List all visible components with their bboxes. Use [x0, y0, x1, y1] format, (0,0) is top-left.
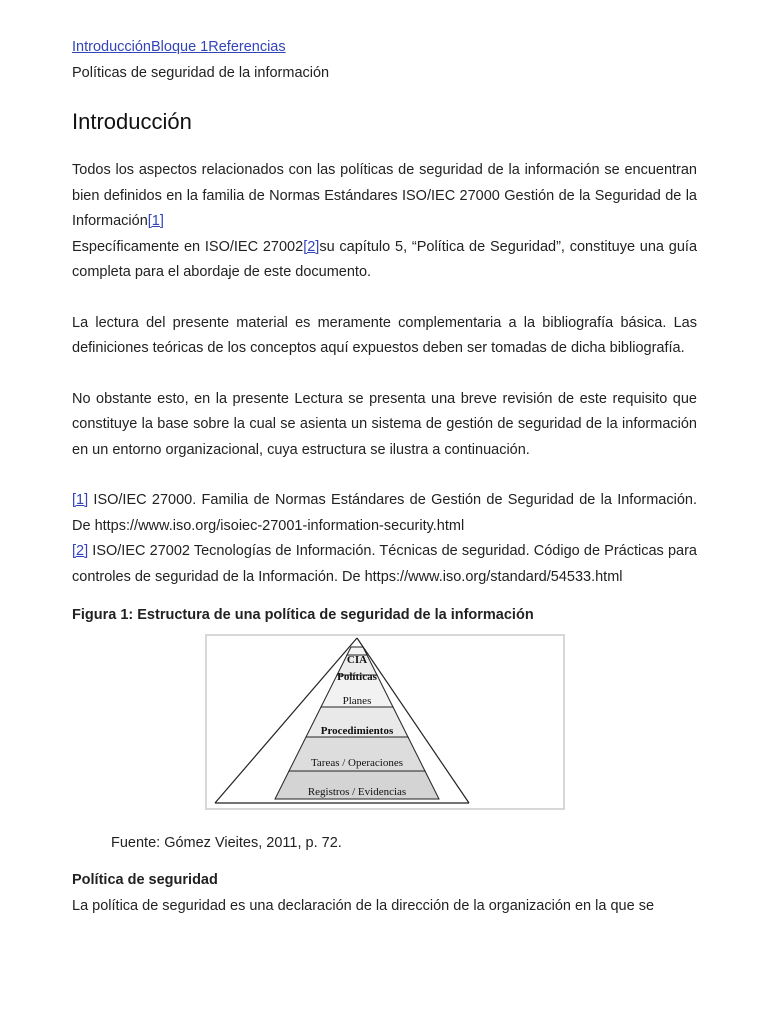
nav-link-introduccion[interactable]: Introducción	[72, 39, 151, 55]
paragraph-iso27002-before: Específicamente en ISO/IEC 27002	[72, 238, 304, 255]
nav-link-referencias[interactable]: Referencias	[208, 39, 286, 55]
page-title: Introducción	[72, 109, 192, 134]
pyramid-label-cia: CIA	[346, 654, 368, 666]
document-page	[72, 36, 697, 917]
footnote-1	[72, 488, 697, 539]
paragraph-intro	[72, 158, 697, 235]
pyramid-diagram	[207, 636, 563, 808]
breadcrumb-nav	[72, 36, 697, 58]
pyramid-label-planes: Planes	[342, 695, 372, 707]
footnote-ref-2[interactable]: [2]	[303, 238, 320, 255]
section-heading: Política de seguridad	[72, 872, 218, 888]
footnote-2-backlink[interactable]: [2]	[72, 543, 89, 559]
footnote-1-backlink[interactable]: [1]	[72, 492, 89, 508]
paragraph-iso27002	[72, 235, 697, 286]
section-paragraph: La política de seguridad es una declaración de la dirección de la organización en la que se	[72, 898, 655, 914]
pyramid-figure	[205, 634, 565, 810]
paragraph-iso27002-after: su capítulo 5, “Política de Seguridad”, constituye una guía completa para el abordaje de este documento.	[72, 238, 698, 280]
figure-source: Fuente: Gómez Vieites, 2011, p. 72.	[111, 835, 342, 851]
figure-caption: Figura 1: Estructura de una política de seguridad de la información	[72, 607, 534, 623]
pyramid-label-politicas: Políticas	[337, 671, 377, 683]
pyramid-label-procedimientos: Procedimientos	[320, 725, 394, 737]
paragraph-lectura: La lectura del presente material es meramente complementaria a la bibliografía básica. Las definiciones teóricas de los conceptos aquí expuestos deben ser tomadas de dicha bibliografía.	[72, 314, 697, 356]
footnote-ref-1[interactable]: [1]	[147, 213, 164, 229]
footnote-2-text: ISO/IEC 27002 Tecnologías de Información. Técnicas de seguridad. Código de Prácticas para controles de seguridad de la Información. De https://www.iso.org/standard/54533.html	[72, 543, 697, 585]
pyramid-label-tareas: Tareas / Operaciones	[310, 757, 404, 769]
footnote-1-text: ISO/IEC 27000. Familia de Normas Estándares de Gestión de Seguridad de la Información. De https://www.iso.org/isoiec-27001-information-security.html	[72, 492, 697, 534]
nav-link-bloque-1[interactable]: Bloque 1	[151, 39, 209, 55]
paragraph-intro-text: Todos los aspectos relacionados con las políticas de seguridad de la información se encuentran bien definidos en la familia de Normas Estándares ISO/IEC 27000 Gestión de la Seguridad de la Información	[72, 162, 697, 229]
pyramid-label-registros: Registros / Evidencias	[307, 786, 407, 798]
paragraph-no-obstante: No obstante esto, en la presente Lectura se presenta una breve revisión de este requisito que constituye la base sobre la cual se asienta un sistema de gestión de seguridad de la información en un entorno organizacional, cuya estructura se ilustra a continuación.	[72, 390, 697, 458]
footnote-2	[72, 539, 697, 590]
document-subtitle: Políticas de seguridad de la información	[72, 65, 330, 81]
